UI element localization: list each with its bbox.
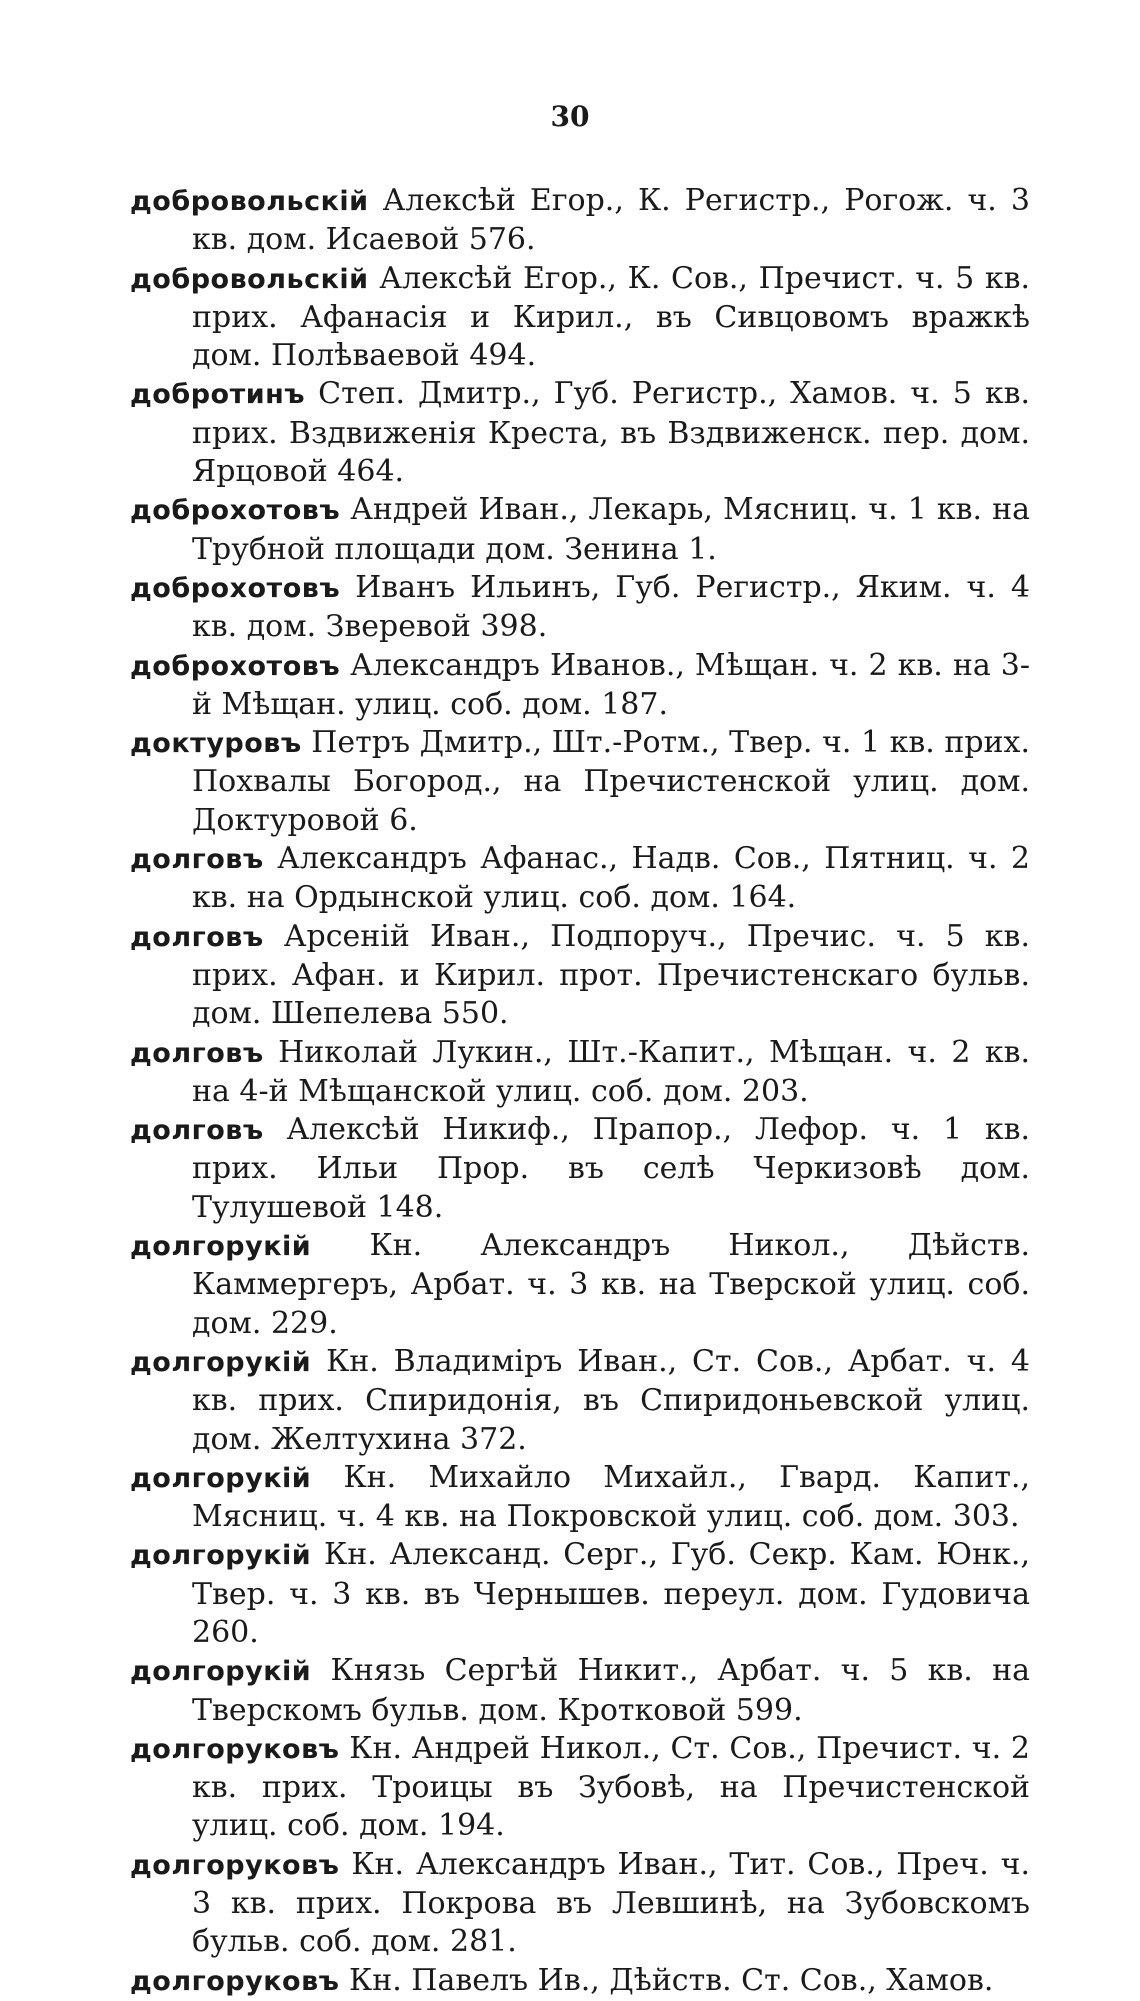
entry-surname: добровольскій <box>130 263 369 295</box>
entry-text: Степ. Дмитр., Губ. Регистр., Хамов. ч. 5 кв. прих. Вздвиженія Креста, въ Вздвиженск. пер. дом. Ярцовой 464. <box>192 376 1030 490</box>
entry-surname: долгорукій <box>130 1462 312 1494</box>
entry-surname: долгорукій <box>130 1656 312 1688</box>
entry-surname: долговъ <box>130 921 264 953</box>
entry-surname: долгоруковъ <box>130 1965 340 1997</box>
list-item <box>130 375 1030 491</box>
entry-text: Алексѣй Никиф., Прапор., Лефор. ч. 1 кв. прих. Ильи Прор. въ селѣ Черкизовѣ дом. Тулушевой 148. <box>192 1112 1030 1225</box>
entry-text: Арсеній Иван., Подпоруч., Пречис. ч. 5 кв. прих. Афан. и Кирил. прот. Пречистенскаго бульв. дом. Шепелева 550. <box>192 918 1030 1032</box>
list-item <box>130 1227 1030 1343</box>
list-item <box>130 724 1030 840</box>
list-item <box>130 1111 1030 1227</box>
entry-surname: добровольскій <box>130 186 369 217</box>
entry-text: Кн. Александ. Серг., Губ. Секр. Кам. Юнк., Твер. ч. 3 кв. въ Чернышев. переул. дом. Гудовича 260. <box>192 1537 1030 1650</box>
entry-surname: доброхотовъ <box>130 650 341 682</box>
entry-text: Кн. Михайло Михайл., Гвард. Капит., Мясниц. ч. 4 кв. на Покровской улиц. соб. дом. 303. <box>192 1459 1030 1535</box>
entry-surname: доктуровъ <box>130 728 302 760</box>
entry-text: Алексѣй Егор., К. Регистр., Рогож. ч. 3 кв. дом. Исаевой 576. <box>192 183 1030 258</box>
entry-surname: долгорукій <box>130 1346 312 1378</box>
list-item <box>130 1730 1030 1846</box>
entry-text: Петръ Дмитр., Шт.-Ротм., Твер. ч. 1 кв. прих. Похвалы Богород., на Пречистенской улиц. дом. Доктуровой 6. <box>192 725 1030 838</box>
list-item <box>130 1459 1030 1537</box>
entry-text: Кн. Андрей Никол., Ст. Сов., Пречист. ч. 2 кв. прих. Троицы въ Зубовѣ, на Пречистенской улиц. соб. дом. 194. <box>192 1730 1030 1844</box>
entry-text: Александръ Иванов., Мѣщан. ч. 2 кв. на 3-й Мѣщан. улиц. соб. дом. 187. <box>192 647 1030 722</box>
page-number: 30 <box>550 100 590 133</box>
entry-text: Николай Лукин., Шт.-Капит., Мѣщан. ч. 2 кв. на 4-й Мѣщанской улиц. соб. дом. 203. <box>192 1034 1030 1109</box>
list-item <box>130 1343 1030 1459</box>
entry-text: Алексѣй Егор., К. Сов., Пречист. ч. 5 кв. прих. Афанасія и Кирил., въ Сивцовомъ вражкѣ дом. Полѣваевой 494. <box>192 260 1030 374</box>
list-item <box>130 918 1030 1034</box>
list-item <box>130 569 1030 647</box>
list-item <box>130 182 1030 260</box>
entry-text: Александръ Афанас., Надв. Сов., Пятниц. ч. 2 кв. на Ордынской улиц. соб. дом. 164. <box>192 841 1030 916</box>
entry-text: Кн. Владиміръ Иван., Ст. Сов., Арбат. ч. 4 кв. прих. Спиридонія, въ Спиридоньевской улиц. дом. Желтухина 372. <box>192 1343 1030 1457</box>
entry-text: Андрей Иван., Лекарь, Мясниц. ч. 1 кв. на Трубной площади дом. Зенина 1. <box>192 492 1030 567</box>
list-item <box>130 840 1030 918</box>
list-item <box>130 647 1030 725</box>
entry-text: Кн. Александръ Никол., Дѣйств. Каммергеръ, Арбат. ч. 3 кв. на Тверской улиц. соб. дом. 229. <box>192 1228 1030 1341</box>
directory-entries <box>130 182 1030 2001</box>
entry-text: Иванъ Ильинъ, Губ. Регистр., Яким. ч. 4 кв. дом. Зверевой 398. <box>192 569 1030 645</box>
list-item <box>130 260 1030 376</box>
entry-text: Кн. Павелъ Ив., Дѣйств. Ст. Сов., Хамов. <box>349 1962 994 1998</box>
entry-surname: долгоруковъ <box>130 1733 340 1765</box>
entry-surname: доброхотовъ <box>130 495 341 527</box>
entry-text: Князь Сергѣй Никит., Арбат. ч. 5 кв. на Тверскомъ бульв. дом. Кротковой 599. <box>192 1653 1030 1728</box>
list-item <box>130 491 1030 569</box>
entry-surname: долгоруковъ <box>130 1849 340 1881</box>
entry-surname: доброхотовъ <box>130 572 341 604</box>
list-item <box>130 1962 1030 2001</box>
list-item <box>130 1652 1030 1730</box>
entry-surname: долгорукій <box>130 1231 312 1263</box>
entry-surname: добротинъ <box>130 379 306 411</box>
entry-text: Кн. Александръ Иван., Тит. Сов., Преч. ч. 3 кв. прих. Покрова въ Левшинѣ, на Зубовскомъ бульв. соб. дом. 281. <box>192 1846 1030 1960</box>
entry-surname: долговъ <box>130 1037 264 1069</box>
entry-surname: долгорукій <box>130 1540 312 1572</box>
list-item <box>130 1034 1030 1112</box>
entry-surname: долговъ <box>130 844 264 876</box>
entry-surname: долговъ <box>130 1115 264 1147</box>
list-item <box>130 1846 1030 1962</box>
list-item <box>130 1536 1030 1652</box>
